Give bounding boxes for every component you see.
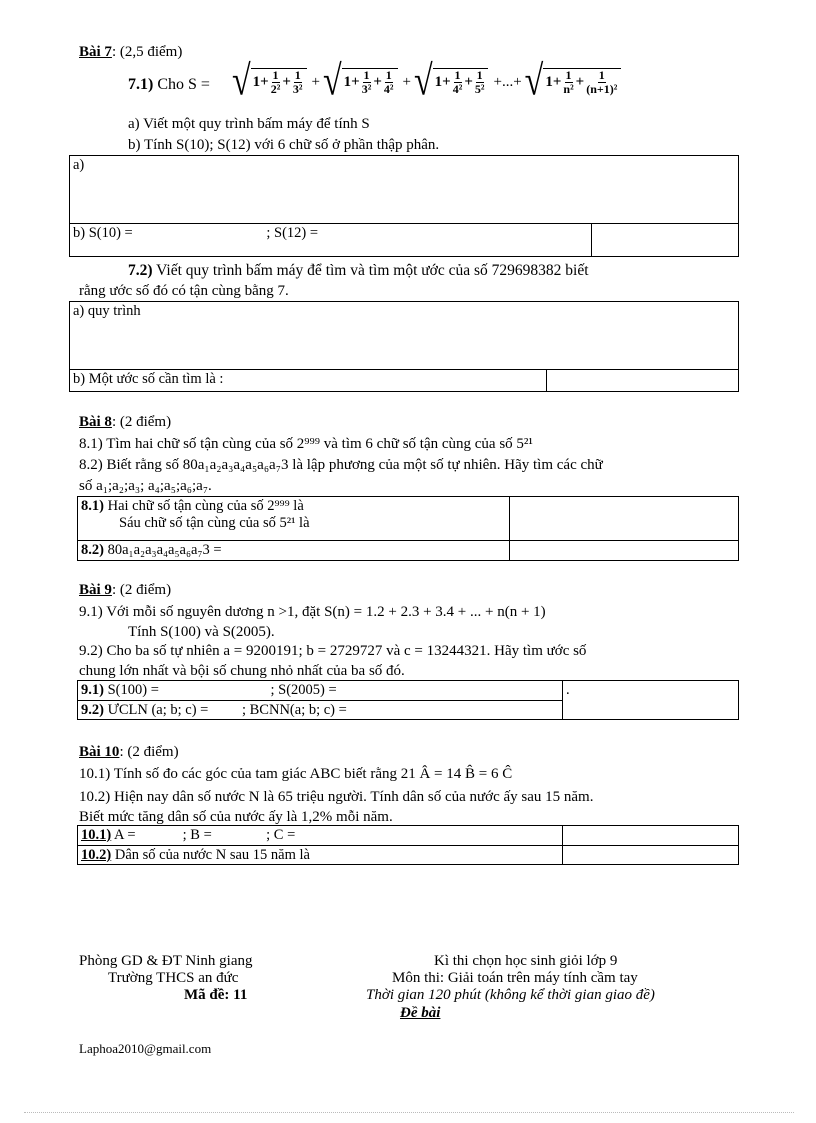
box92-text: ƯCLN (a; b; c) = — [107, 701, 209, 718]
bai10-101-cell[interactable] — [78, 826, 563, 846]
box91-text: S(100) = — [107, 682, 159, 698]
bai8-line1: 8.1) Tìm hai chữ số tận cùng của số 2⁹⁹⁹ và tìm 6 chữ số tận cùng của số 5²¹ — [79, 436, 533, 452]
q72-box-b-extra-cell[interactable] — [547, 370, 739, 392]
bai8-81-cell[interactable] — [78, 497, 510, 541]
bai9-line3: 9.2) Cho ba số tự nhiên a = 9200191; b = 2729727 và c = 13244321. Hãy tìm ước số — [79, 643, 587, 659]
bai7-points: : (2,5 điểm) — [111, 44, 183, 60]
footer-dept: Phòng GD & ĐT Ninh giang — [79, 953, 253, 969]
q71-text: Cho S = — [157, 76, 210, 93]
bai8-line3: số a₁;a₂;a₃; a₄;a₅;a₆;a₇. — [79, 478, 212, 494]
q72-prompt — [128, 262, 778, 280]
bai7-box-a-cell[interactable] — [70, 156, 739, 224]
box101-label: 10.1) — [81, 827, 112, 843]
q72-label: 7.2) — [128, 262, 153, 279]
formula-dots: +...+ — [493, 73, 522, 90]
bai8-points: : (2 điểm) — [111, 414, 172, 430]
bai8-82-extra-cell[interactable] — [510, 541, 739, 561]
bai10-line3: Biết mức tăng dân số của nước ấy là 1,2% mỗi năm. — [79, 809, 393, 825]
bai9-heading-line — [79, 582, 171, 599]
bai10-answer-box — [77, 825, 739, 865]
bai7-box-b-extra-cell[interactable] — [592, 224, 739, 257]
box92-text2: ; BCNN(a; b; c) = — [241, 701, 347, 718]
box81-text: Hai chữ số tận cùng của số 2⁹⁹⁹ là — [107, 498, 304, 514]
bai10-heading: Bài 10 — [79, 744, 120, 760]
bai9-extra-cell[interactable] — [563, 681, 739, 720]
bai7-answer-box-2 — [69, 301, 739, 392]
bai9-line1: 9.1) Với mỗi số nguyên dương n >1, đặt S(n) = 1.2 + 2.3 + 3.4 + ... + n(n + 1) — [79, 604, 546, 620]
q72-text: Viết quy trình bấm máy để tìm và tìm một ước của số 729698382 biết — [156, 262, 589, 279]
page-bottom-divider — [24, 1112, 794, 1113]
footer-time: Thời gian 120 phút (không kể thời gian giao đề) — [366, 987, 655, 1003]
bai9-line4: chung lớn nhất và bội số chung nhỏ nhất của ba số đó. — [79, 663, 405, 679]
footer-exam-title: Kì thi chọn học sinh giỏi lớp 9 — [434, 953, 618, 969]
radical-term-n: √ 1+ $\frac{1}{\text{n²}}$ + $\frac{1}{\text{(n+1)²}}$ — [525, 65, 622, 99]
bai9-91-cell[interactable] — [78, 681, 563, 701]
box82-text: 80a₁a₂a₃a₄a₅a₆a₇3 = — [107, 542, 222, 558]
box91-text2: ; S(2005) = — [270, 682, 337, 698]
bai9-heading: Bài 9 — [79, 582, 112, 598]
bai10-102-extra-cell[interactable] — [563, 845, 739, 865]
bai10-line1: 10.1) Tính số đo các góc của tam giác ABC biết rằng 21 Â = 14 B̂ = 6 Ĉ — [79, 766, 513, 782]
bai9-answer-box — [77, 680, 739, 720]
box82-label: 8.2) — [81, 542, 104, 558]
bai7-line-a: a) Viết một quy trình bấm máy để tính S — [128, 116, 370, 132]
bai10-102-cell[interactable] — [78, 845, 563, 865]
q71-label: 7.1) — [128, 76, 154, 93]
bai8-heading: Bài 8 — [79, 414, 112, 430]
box102-label: 10.2) — [81, 846, 112, 863]
bai9-line2: Tính S(100) và S(2005). — [128, 624, 275, 640]
box81-label: 8.1) — [81, 498, 104, 514]
radical-term-3: √ 1+ $\frac{1}{\text{4²}}$ + $\frac{1}{\text{5²}}$ — [414, 65, 489, 99]
footer-exam-code: Mã đề: 11 — [184, 987, 248, 1003]
box81-text2: Sáu chữ số tận cùng của số 5²¹ là — [119, 514, 310, 531]
s10-label: b) S(10) = — [73, 225, 133, 241]
radical-term-2: √ 1+ $\frac{1}{\text{3²}}$ + $\frac{1}{\text{4²}}$ — [323, 65, 398, 99]
bai9-points: : (2 điểm) — [111, 582, 172, 598]
q72-box-a-cell[interactable] — [70, 302, 739, 370]
sum-formula: √ 1+ $\frac{1}{\text{2²}}$ + $\frac{1}{\text{3²}}$ + √ 1+ $\frac{1}{\text{3²}}$ + $\frac{1}{\text{4²}}$ + √ 1+ $\frac{1}{\text{4²}}$ + $\frac{1}{\text{5²}}$ +...+ √ 1+ $\frac{1}{\text{n²}}$ + $\frac{1}{\text{(n+1)²}}$ — [232, 60, 623, 104]
box92-label: 9.2) — [81, 701, 104, 718]
bai7-heading-line — [79, 44, 182, 61]
bai9-dot: . — [566, 682, 570, 698]
q72-box-a-label: a) quy trình — [73, 303, 141, 319]
bai8-81-extra-cell[interactable] — [510, 497, 739, 541]
bai9-92-cell[interactable] — [78, 700, 563, 720]
bai7-box-b-cell[interactable] — [70, 224, 592, 257]
bai8-answer-box — [77, 496, 739, 561]
footer-de-bai: Đề bài — [400, 1005, 441, 1021]
box91-label: 9.1) — [81, 682, 104, 698]
bai10-101-extra-cell[interactable] — [563, 826, 739, 846]
s12-label: ; S(12) = — [266, 225, 319, 241]
footer-subject: Môn thi: Giải toán trên máy tính cầm tay — [392, 970, 638, 986]
footer-email[interactable]: Laphoa2010@gmail.com — [79, 1041, 212, 1056]
bai8-heading-line — [79, 414, 171, 431]
q72-box-b-label: b) Một ước số cần tìm là : — [73, 371, 224, 387]
bai10-line2: 10.2) Hiện nay dân số nước N là 65 triệu người. Tính dân số của nước ấy sau 15 năm. — [79, 789, 594, 805]
bai7-answer-box-1 — [69, 155, 739, 257]
radical-term-1: √ 1+ $\frac{1}{\text{2²}}$ + $\frac{1}{\text{3²}}$ — [232, 65, 307, 99]
footer-school: Trường THCS an đức — [108, 970, 239, 986]
bai8-82-cell[interactable] — [78, 541, 510, 561]
q72-box-b-cell[interactable] — [70, 370, 547, 392]
bai7-box-a-label: a) — [73, 157, 85, 173]
bai10-heading-line — [79, 744, 179, 761]
q72-text-cont: rằng ước số đó có tận cùng bằng 7. — [79, 283, 289, 299]
bai7-line-b: b) Tính S(10); S(12) với 6 chữ số ở phần thập phân. — [128, 137, 440, 153]
bai10-points: : (2 điểm) — [119, 744, 179, 760]
bai7-heading: Bài 7 — [79, 44, 112, 60]
box102-text: Dân số của nước N sau 15 năm là — [114, 846, 310, 863]
q71-prompt — [128, 76, 210, 94]
bai8-line2: 8.2) Biết rằng số 80a₁a₂a₃a₄a₅a₆a₇3 là lập phương của một số tự nhiên. Hãy tìm các chữ — [79, 457, 603, 473]
box101-text: A = ; B = ; C = — [114, 827, 296, 843]
